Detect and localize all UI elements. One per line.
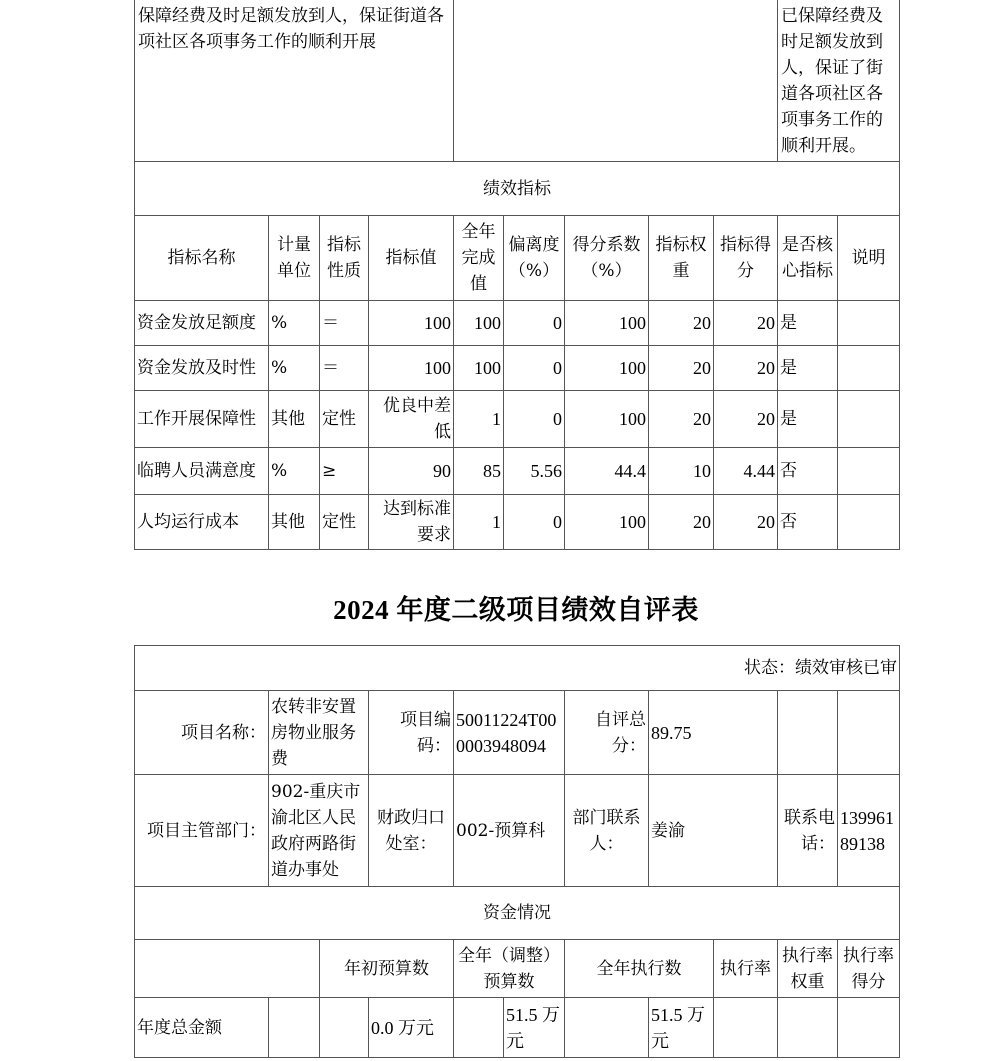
empty-cell — [778, 691, 838, 775]
self-score-value: 89.75 — [649, 691, 778, 775]
nature: 定性 — [320, 495, 369, 550]
unit: 其他 — [269, 495, 320, 550]
empty-cell — [838, 691, 900, 775]
dept-value: 902-重庆市渝北区人民政府两路街道办事处 — [269, 775, 369, 887]
actual-value: 1 — [454, 391, 504, 448]
score: 20 — [714, 346, 778, 391]
empty-cell — [454, 1, 778, 162]
weight: 20 — [649, 495, 714, 550]
actual-value: 100 — [454, 346, 504, 391]
score-coefficient: 100 — [565, 346, 649, 391]
finance-label: 财政归口处室： — [369, 775, 454, 887]
is-core: 是 — [778, 346, 838, 391]
weight: 20 — [649, 346, 714, 391]
phone-label: 联系电话： — [778, 775, 838, 887]
weight: 10 — [649, 448, 714, 495]
contact-label: 部门联系人： — [565, 775, 649, 887]
header-cell: 全年执行数 — [565, 940, 714, 998]
remark — [838, 346, 900, 391]
empty-cell — [838, 998, 900, 1058]
section-title: 绩效指标 — [135, 162, 900, 216]
status-text: 状态：绩效审核已审 — [135, 646, 900, 691]
phone-value: 13996189138 — [838, 775, 900, 887]
table-row — [135, 448, 900, 495]
project-code-value: 50011224T000003948094 — [454, 691, 565, 775]
goal-content-cell: 保障经费及时足额发放到人，保证街道各项社区各项事务工作的顺利开展 — [135, 1, 454, 162]
header-cell: 指标名称 — [135, 216, 269, 301]
nature: ＝ — [320, 301, 369, 346]
score-coefficient: 100 — [565, 495, 649, 550]
is-core: 否 — [778, 495, 838, 550]
actual-value: 1 — [454, 495, 504, 550]
header-cell: 偏离度（%） — [504, 216, 565, 301]
score-coefficient: 100 — [565, 391, 649, 448]
header-cell: 执行率得分 — [838, 940, 900, 998]
project-name-label: 项目名称： — [135, 691, 269, 775]
header-cell: 指标值 — [369, 216, 454, 301]
header-cell: 指标权重 — [649, 216, 714, 301]
fund-initial: 0.0 万元 — [369, 998, 454, 1058]
score-coefficient: 100 — [565, 301, 649, 346]
remark — [838, 495, 900, 550]
indicator-name: 工作开展保障性 — [135, 391, 269, 448]
indicator-name: 资金发放及时性 — [135, 346, 269, 391]
finance-value: 002-预算科 — [454, 775, 565, 887]
empty-cell — [135, 940, 320, 998]
nature: 定性 — [320, 391, 369, 448]
deviation: 0 — [504, 346, 565, 391]
empty-cell — [714, 998, 778, 1058]
header-cell: 执行率 — [714, 940, 778, 998]
fund-executed: 51.5 万元 — [649, 998, 714, 1058]
indicator-name: 人均运行成本 — [135, 495, 269, 550]
weight: 20 — [649, 301, 714, 346]
header-cell: 指标得分 — [714, 216, 778, 301]
project-code-label: 项目编码： — [369, 691, 454, 775]
unit: % — [269, 346, 320, 391]
target-value: 达到标准要求 — [369, 495, 454, 550]
empty-cell — [454, 998, 504, 1058]
performance-indicator-table — [134, 0, 900, 550]
header-cell: 年初预算数 — [320, 940, 454, 998]
score: 20 — [714, 301, 778, 346]
fund-row-label: 年度总金额 — [135, 998, 269, 1058]
header-cell: 执行率权重 — [778, 940, 838, 998]
empty-cell — [320, 998, 369, 1058]
indicator-name: 资金发放足额度 — [135, 301, 269, 346]
project-name-value: 农转非安置房物业服务费 — [269, 691, 369, 775]
deviation: 0 — [504, 495, 565, 550]
table-row — [135, 301, 900, 346]
target-value: 优良中差低 — [369, 391, 454, 448]
score-coefficient: 44.4 — [565, 448, 649, 495]
score: 4.44 — [714, 448, 778, 495]
unit: % — [269, 301, 320, 346]
is-core: 是 — [778, 391, 838, 448]
table-row — [135, 346, 900, 391]
is-core: 是 — [778, 301, 838, 346]
completion-content-cell: 已保障经费及时足额发放到人，保证了街道各项社区各项事务工作的顺利开展。 — [778, 1, 900, 162]
header-cell: 得分系数（%） — [565, 216, 649, 301]
deviation: 5.56 — [504, 448, 565, 495]
fund-adjusted: 51.5 万元 — [504, 998, 565, 1058]
empty-cell — [565, 998, 649, 1058]
unit: % — [269, 448, 320, 495]
score: 20 — [714, 391, 778, 448]
target-value: 100 — [369, 301, 454, 346]
header-cell: 计量单位 — [269, 216, 320, 301]
table-row — [135, 998, 900, 1058]
nature: ≥ — [320, 448, 369, 495]
target-value: 100 — [369, 346, 454, 391]
header-cell: 指标性质 — [320, 216, 369, 301]
section-title: 资金情况 — [135, 887, 900, 940]
remark — [838, 301, 900, 346]
table-row — [135, 391, 900, 448]
score: 20 — [714, 495, 778, 550]
actual-value: 100 — [454, 301, 504, 346]
header-cell: 是否核心指标 — [778, 216, 838, 301]
dept-label: 项目主管部门： — [135, 775, 269, 887]
unit: 其他 — [269, 391, 320, 448]
indicator-name: 临聘人员满意度 — [135, 448, 269, 495]
self-score-label: 自评总分： — [565, 691, 649, 775]
remark — [838, 391, 900, 448]
deviation: 0 — [504, 391, 565, 448]
table-row — [135, 495, 900, 550]
empty-cell — [778, 998, 838, 1058]
header-cell: 说明 — [838, 216, 900, 301]
page-title: 2024 年度二级项目绩效自评表 — [333, 595, 699, 625]
is-core: 否 — [778, 448, 838, 495]
empty-cell — [269, 998, 320, 1058]
weight: 20 — [649, 391, 714, 448]
header-cell: 全年（调整）预算数 — [454, 940, 565, 998]
contact-value: 姜渝 — [649, 775, 778, 887]
target-value: 90 — [369, 448, 454, 495]
actual-value: 85 — [454, 448, 504, 495]
project-self-eval-table — [134, 645, 900, 1058]
remark — [838, 448, 900, 495]
nature: ＝ — [320, 346, 369, 391]
header-cell: 全年完成值 — [454, 216, 504, 301]
deviation: 0 — [504, 301, 565, 346]
